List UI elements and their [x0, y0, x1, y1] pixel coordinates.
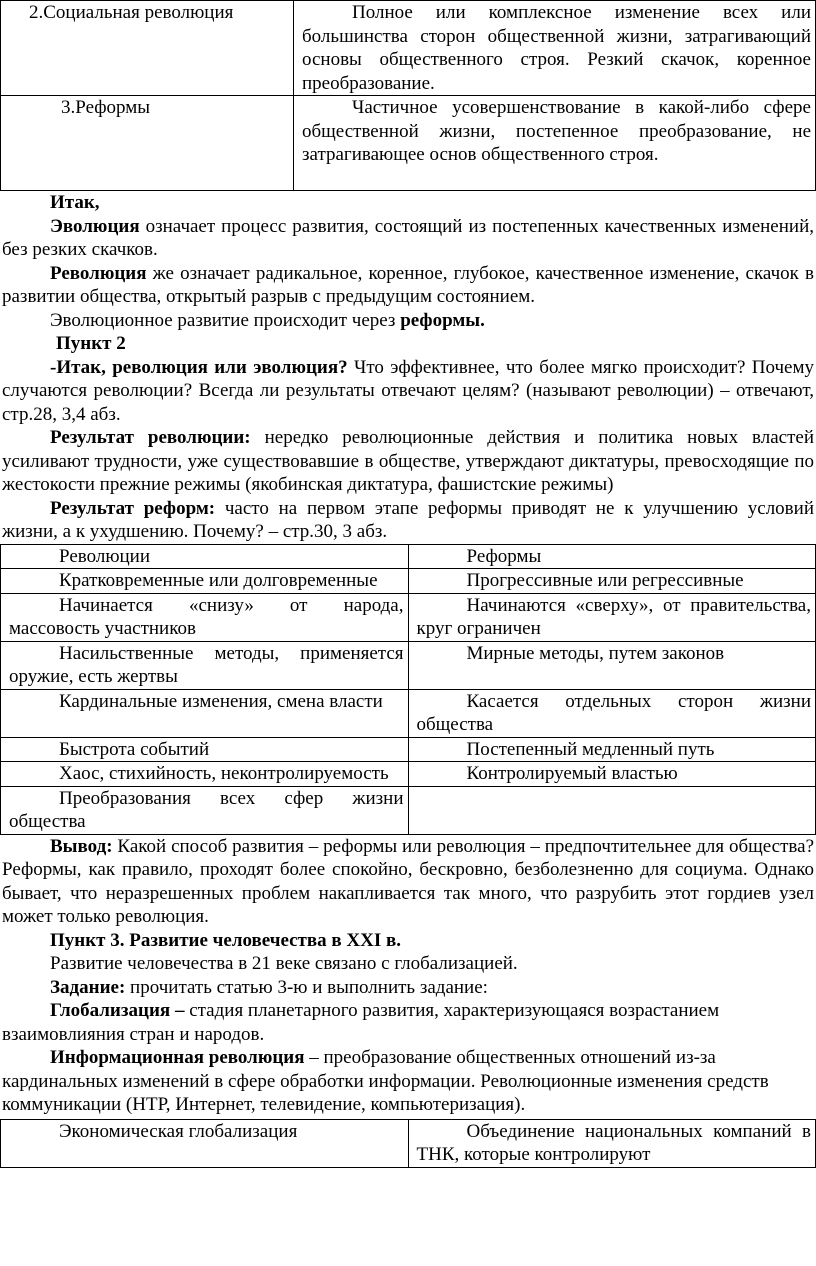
cell-text: Контролируемый властью: [466, 763, 678, 784]
conclusion-text: Какой способ развития – реформы или революция – предпочтительнее для общества? Реформы, как правило, проходят более спокойно, бескровно, безболезненно для социума. Однако бывает, что неразрешенных проблем накапливается так много, что разрубить этот гордиев узел может только революция.: [2, 835, 814, 927]
table-cell: [408, 1119, 816, 1167]
term-definition: Частичное усовершенствование в какой-либо сфере общественной жизни, постепенное преобразование, не затрагивающее основ общественного строя.: [302, 97, 811, 165]
itak-bold: Итак,: [50, 192, 100, 213]
evolution-term: Эволюция: [50, 215, 140, 237]
conclusion-paragraph: [0, 835, 816, 929]
globalization-term: Глобализация –: [50, 1000, 185, 1021]
header-cell-revolutions: [1, 544, 409, 569]
table-row: [1, 689, 816, 737]
table-row: [1, 737, 816, 762]
table-cell: [1, 96, 294, 191]
table-cell: [1, 569, 409, 594]
evolution-paragraph: [0, 215, 816, 262]
table-row: [1, 786, 816, 834]
table-cell: [1, 1119, 409, 1167]
table-cell: [408, 689, 816, 737]
cell-text: Касается отдельных сторон жизни общества: [416, 690, 811, 735]
table-cell: [1, 1, 294, 96]
table-row: [1, 762, 816, 787]
reform-result-bold: Результат реформ:: [50, 497, 216, 519]
table-row: [1, 569, 816, 594]
revolution-paragraph: [0, 262, 816, 309]
header-cell-reforms: [408, 544, 816, 569]
revolution-text: же означает радикальное, коренное, глубокое, качественное изменение, скачок в развитии общества, открытый разрыв с предыдущим состоянием.: [2, 262, 814, 307]
term-label: 3.Реформы: [61, 97, 151, 118]
table-cell: [408, 737, 816, 762]
cell-text: Быстрота событий: [59, 738, 210, 760]
evdev-text: Эволюционное развитие происходит через: [50, 309, 401, 331]
question-bold: -Итак, революция или эволюция?: [50, 356, 348, 378]
cell-text: Кратковременные или долговременные: [59, 570, 378, 591]
term-label: 2.Социальная революция: [29, 2, 234, 23]
cell-text: Начинаются «сверху», от правительства, круг ограничен: [416, 594, 811, 639]
revolution-term: Революция: [50, 262, 147, 284]
table-cell: [294, 96, 816, 191]
globalization-text: стадия планетарного развития, характеризующаяся возрастанием взаимовлияния стран и народов.: [2, 1000, 720, 1045]
table-cell: [408, 593, 816, 641]
task-text: прочитать статью 3-ю и выполнить задание:: [125, 976, 488, 998]
header-label: Реформы: [466, 545, 542, 567]
task-bold: Задание:: [50, 976, 126, 998]
evdev-bold: реформы.: [400, 309, 485, 331]
cell-text: Начинается «снизу» от народа, массовость участников: [9, 594, 404, 639]
cell-text: Кардинальные изменения, смена власти: [59, 690, 383, 712]
info-revolution-term: Информационная революция: [50, 1047, 305, 1068]
table-row: [1, 1119, 816, 1167]
punkt3-heading: [0, 929, 816, 953]
table-cell: [294, 1, 816, 96]
punkt3-bold: Пункт 3. Развитие человечества в XXI в.: [50, 929, 401, 951]
punkt2-heading: [0, 332, 816, 356]
definitions-table: [0, 0, 816, 191]
table-cell: [1, 593, 409, 641]
cell-text: Экономическая глобализация: [59, 1120, 298, 1142]
info-revolution-text: – преобразование общественных отношений из-за кардинальных изменений в сфере обработки информации. Революционные изменения средств коммуникации (НТР, Интернет, телевидение, компьютеризация).: [2, 1047, 769, 1115]
revolution-result-paragraph: [0, 426, 816, 497]
cell-text: Преобразования всех сфер жизни общества: [9, 787, 404, 832]
revolution-result-text: нередко революционные действия и политика новых властей усиливают трудности, уже существовавшие в обществе, утверждают диктатуры, превосходящие по жестокости прежние режимы (якобинская диктатура, фашистские режимы): [2, 427, 814, 495]
punkt2-bold: Пункт 2: [56, 333, 126, 354]
table-cell: [408, 762, 816, 787]
table-row: [1, 96, 816, 191]
question-paragraph: [0, 356, 816, 427]
reform-result-text: часто на первом этапе реформы приводят не к улучшению условий жизни, а к ухудшению. Почему? – стр.30, 3 абз.: [2, 497, 814, 542]
table-cell: [1, 762, 409, 787]
table-cell: [1, 689, 409, 737]
table-cell: [1, 737, 409, 762]
table-row: [1, 593, 816, 641]
evolution-text: означает процесс развития, состоящий из постепенных качественных изменений, без резких скачков.: [2, 215, 814, 260]
globalization-paragraph: [0, 999, 816, 1046]
reform-result-paragraph: [0, 497, 816, 544]
cell-text: Прогрессивные или регрессивные: [466, 570, 744, 591]
term-definition: Полное или комплексное изменение всех или большинства сторон общественной жизни, затрагивающий основы общественного строя. Резкий скачок, коренное преобразование.: [302, 2, 811, 94]
globalization-table: [0, 1119, 816, 1168]
cell-text: Мирные методы, путем законов: [466, 642, 725, 664]
table-cell: [1, 786, 409, 834]
task-paragraph: [0, 976, 816, 1000]
cell-text: Постепенный медленный путь: [466, 738, 715, 760]
table-cell: [1, 641, 409, 689]
table-row: [1, 1, 816, 96]
table-header-row: [1, 544, 816, 569]
question-text: Что эффективнее, что более мягко происходит? Почему случаются революции? Всегда ли результаты отвечают целям? (называют революции) – отвечают, стр.28, 3,4 абз.: [2, 356, 814, 425]
cell-text: Объединение национальных компаний в ТНК, которые контролируют: [416, 1120, 811, 1165]
info-revolution-paragraph: [0, 1046, 816, 1117]
table-cell: [408, 569, 816, 594]
conclusion-bold: Вывод:: [50, 835, 113, 857]
revolution-result-bold: Результат революции:: [50, 427, 251, 448]
table-cell: [408, 641, 816, 689]
cell-text: Насильственные методы, применяется оружие, есть жертвы: [9, 642, 404, 687]
evolution-development-paragraph: [0, 309, 816, 333]
header-label: Революции: [59, 545, 151, 567]
cell-text: Хаос, стихийность, неконтролируемость: [59, 763, 389, 784]
table-cell: [408, 786, 816, 834]
comparison-table: [0, 544, 816, 835]
table-row: [1, 641, 816, 689]
itak-line: [0, 191, 816, 215]
punkt3-text: Развитие человечества в 21 веке связано с глобализацией.: [50, 953, 518, 974]
